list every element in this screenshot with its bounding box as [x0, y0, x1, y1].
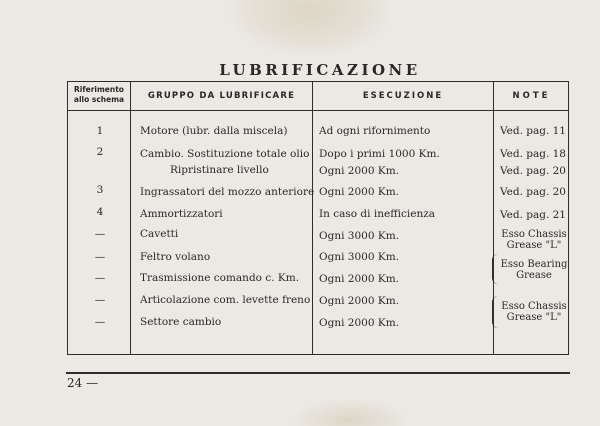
column-divider — [130, 81, 131, 355]
paper-stain-bottom — [290, 398, 410, 426]
note-line: Esso Chassis — [501, 229, 567, 240]
row-6-ref: — — [94, 228, 106, 240]
row-4-note: Ved. pag. 20 — [500, 186, 566, 198]
page-number: 24 — — [67, 376, 99, 390]
note-line: Grease — [516, 270, 552, 281]
row-10-execution: Ogni 2000 Km. — [319, 317, 399, 329]
row-9-group: Articolazione com. levette freno — [140, 294, 311, 306]
row-4-ref: 3 — [96, 184, 104, 196]
row-2-execution: Dopo i primi 1000 Km. — [319, 148, 440, 160]
note-esso-chassis-2 — [499, 301, 569, 323]
row-1-execution: Ad ogni rifornimento — [319, 125, 431, 137]
row-1-note: Ved. pag. 11 — [500, 125, 566, 137]
row-7-ref: — — [94, 251, 106, 263]
row-7-group: Feltro volano — [140, 251, 211, 263]
column-divider — [312, 81, 313, 355]
brace-mark — [492, 296, 499, 328]
row-2-note: Ved. pag. 18 — [500, 148, 566, 160]
row-6-execution: Ogni 3000 Km. — [319, 230, 399, 242]
header-ref-line2: allo schema — [73, 95, 125, 104]
brace-mark — [492, 254, 499, 284]
row-6-group: Cavetti — [140, 228, 179, 240]
row-10-group: Settore cambio — [140, 316, 222, 328]
note-esso-chassis-1 — [499, 229, 569, 251]
row-8-ref: — — [94, 272, 106, 284]
note-esso-bearing — [499, 259, 569, 281]
row-9-execution: Ogni 2000 Km. — [319, 295, 399, 307]
row-4-group: Ingrassatori del mozzo anteriore — [140, 186, 315, 198]
header-ref — [68, 85, 130, 105]
header-execution: ESECUZIONE — [362, 91, 444, 101]
header-divider — [67, 110, 569, 111]
row-5-ref: 4 — [96, 206, 104, 218]
row-4-execution: Ogni 2000 Km. — [319, 186, 399, 198]
row-3-note: Ved. pag. 20 — [500, 165, 566, 177]
row-2-ref: 2 — [96, 146, 104, 158]
row-5-group: Ammortizzatori — [140, 208, 223, 220]
note-line: Grease "L" — [506, 240, 562, 251]
header-notes: NOTE — [512, 91, 551, 101]
row-5-execution: In caso di inefficienza — [319, 208, 436, 220]
row-5-note: Ved. pag. 21 — [500, 209, 566, 221]
row-3-execution: Ogni 2000 Km. — [319, 165, 399, 177]
row-2-group: Cambio. Sostituzione totale olio — [140, 148, 310, 160]
header-ref-line1: Riferimento — [74, 85, 124, 94]
row-1-ref: 1 — [96, 125, 104, 137]
footer-rule — [66, 372, 570, 374]
row-8-execution: Ogni 2000 Km. — [319, 273, 399, 285]
row-8-group: Trasmissione comando c. Km. — [140, 272, 300, 284]
header-group: GRUPPO DA LUBRIFICARE — [147, 91, 296, 101]
note-line: Grease "L" — [506, 312, 562, 323]
note-line: Esso Chassis — [501, 301, 567, 312]
page-title: LUBRIFICAZIONE — [219, 61, 421, 79]
row-1-group: Motore (lubr. dalla miscela) — [140, 125, 288, 137]
row-10-ref: — — [94, 316, 106, 328]
row-7-execution: Ogni 3000 Km. — [319, 251, 399, 263]
row-3-group: Ripristinare livello — [170, 164, 269, 176]
paper-stain-top — [230, 0, 390, 55]
row-9-ref: — — [94, 294, 106, 306]
note-line: Esso Bearing — [500, 259, 568, 270]
